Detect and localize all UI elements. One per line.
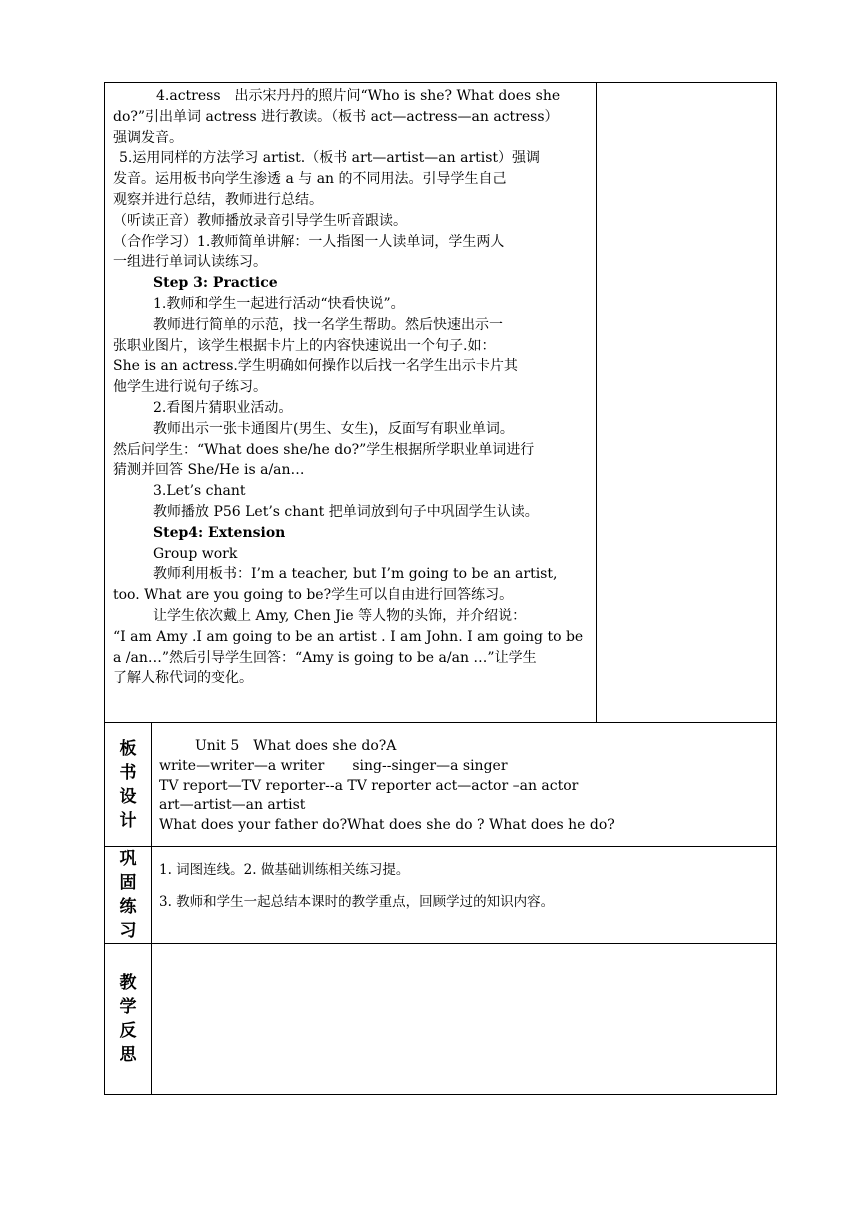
procedure-line: 教师进行简单的示范，找一名学生帮助。然后快速出示一 [153, 316, 503, 333]
procedure-cell [105, 83, 597, 723]
procedure-line: 观察并进行总结，教师进行总结。 [113, 191, 323, 208]
label-char: 练 [119, 897, 137, 917]
procedure-line: 发音。运用板书向学生渗透 a 与 an 的不同用法。引导学生自己 [113, 171, 507, 188]
procedure-line: 他学生进行说句子练习。 [113, 379, 267, 396]
procedure-line: too. What are you going to be?学生可以自由进行回答练习。 [113, 587, 514, 604]
procedure-line: 然后问学生：“What does she/he do?”学生根据所学职业单词进行 [113, 441, 535, 458]
procedure-line: a /an…”然后引导学生回答：“Amy is going to be a/an …”让学生 [113, 649, 537, 666]
procedure-line: 2.看图片猜职业活动。 [153, 399, 293, 416]
procedure-line: 教师播放 P56 Let’s chant 把单词放到句子中巩固学生认读。 [153, 503, 539, 520]
procedure-line: 张职业图片，该学生根据卡片上的内容快速说出一个句子.如： [113, 337, 496, 354]
board-design-content [152, 723, 777, 847]
board-line: art—artist—an artist [159, 797, 306, 814]
procedure-line: 4.actress 出示宋丹丹的照片问“Who is she? What does she [156, 88, 561, 104]
label-char: 习 [119, 921, 137, 941]
procedure-line: 强调发音。 [113, 129, 183, 146]
exercises-row [105, 847, 777, 944]
label-char: 教 [119, 973, 137, 993]
exercises-label [105, 847, 152, 944]
procedure-line: 3.Let’s chant [153, 483, 246, 500]
board-design-row [105, 723, 777, 847]
procedure-line: （合作学习）1.教师简单讲解：一人指图一人读单词，学生两人 [113, 233, 505, 250]
procedure-line: 了解人称代词的变化。 [113, 670, 253, 687]
procedure-line: 5.运用同样的方法学习 artist.（板书 art—artist—an artist）强调 [119, 150, 541, 167]
procedure-line: Step4: Extension [153, 524, 286, 541]
board-design-label [105, 723, 152, 847]
exercises-content [152, 847, 777, 944]
label-char: 设 [119, 786, 137, 807]
procedure-row [105, 83, 777, 723]
procedure-line: 猜测并回答 She/He is a/an… [113, 462, 305, 479]
board-line: What does your father do?What does she do ? What does he do? [159, 817, 615, 834]
reflection-content [152, 944, 777, 1095]
board-line: TV report—TV reporter--a TV reporter act—actor –an actor [159, 777, 579, 794]
procedure-line: 让学生依次戴上 Amy, Chen Jie 等人物的头饰，并介绍说： [153, 607, 527, 624]
label-char: 板 [119, 738, 137, 759]
label-char: 固 [119, 873, 137, 893]
reflection-label [105, 944, 152, 1095]
reflection-row [105, 944, 777, 1095]
procedure-line: Group work [153, 545, 238, 562]
procedure-line: “I am Amy .I am going to be an artist . I am John. I am going to be [113, 628, 584, 645]
label-char: 书 [119, 762, 137, 783]
label-char: 计 [119, 810, 137, 831]
label-char: 巩 [119, 849, 137, 869]
procedure-line: 教师利用板书：I’m a teacher, but I’m going to be an artist, [153, 566, 558, 583]
board-line: write—writer—a writer sing--singer—a singer [159, 757, 508, 774]
procedure-line: She is an actress.学生明确如何操作以后找一名学生出示卡片其 [113, 358, 518, 375]
procedure-line: do?”引出单词 actress 进行教读。（板书 act—actress—an actress） [113, 108, 559, 125]
procedure-line: 1.教师和学生一起进行活动“快看快说”。 [153, 295, 405, 312]
board-line-title: Unit 5 What does she do?A [195, 738, 397, 754]
lesson-plan-table [104, 82, 777, 1095]
procedure-line: 一组进行单词认读练习。 [113, 254, 267, 271]
exercise-line: 3. 教师和学生一起总结本课时的教学重点，回顾学过的知识内容。 [159, 894, 555, 910]
exercise-line: 1. 词图连线。2. 做基础训练相关练习提。 [159, 862, 410, 878]
notes-cell [597, 83, 777, 723]
procedure-line: （听读正音）教师播放录音引导学生听音跟读。 [113, 212, 407, 229]
procedure-line: 教师出示一张卡通图片(男生、女生)，反面写有职业单词。 [153, 420, 514, 437]
label-char: 学 [119, 997, 137, 1017]
label-char: 思 [119, 1045, 137, 1065]
procedure-line: Step 3: Practice [153, 275, 278, 292]
label-char: 反 [119, 1021, 137, 1041]
